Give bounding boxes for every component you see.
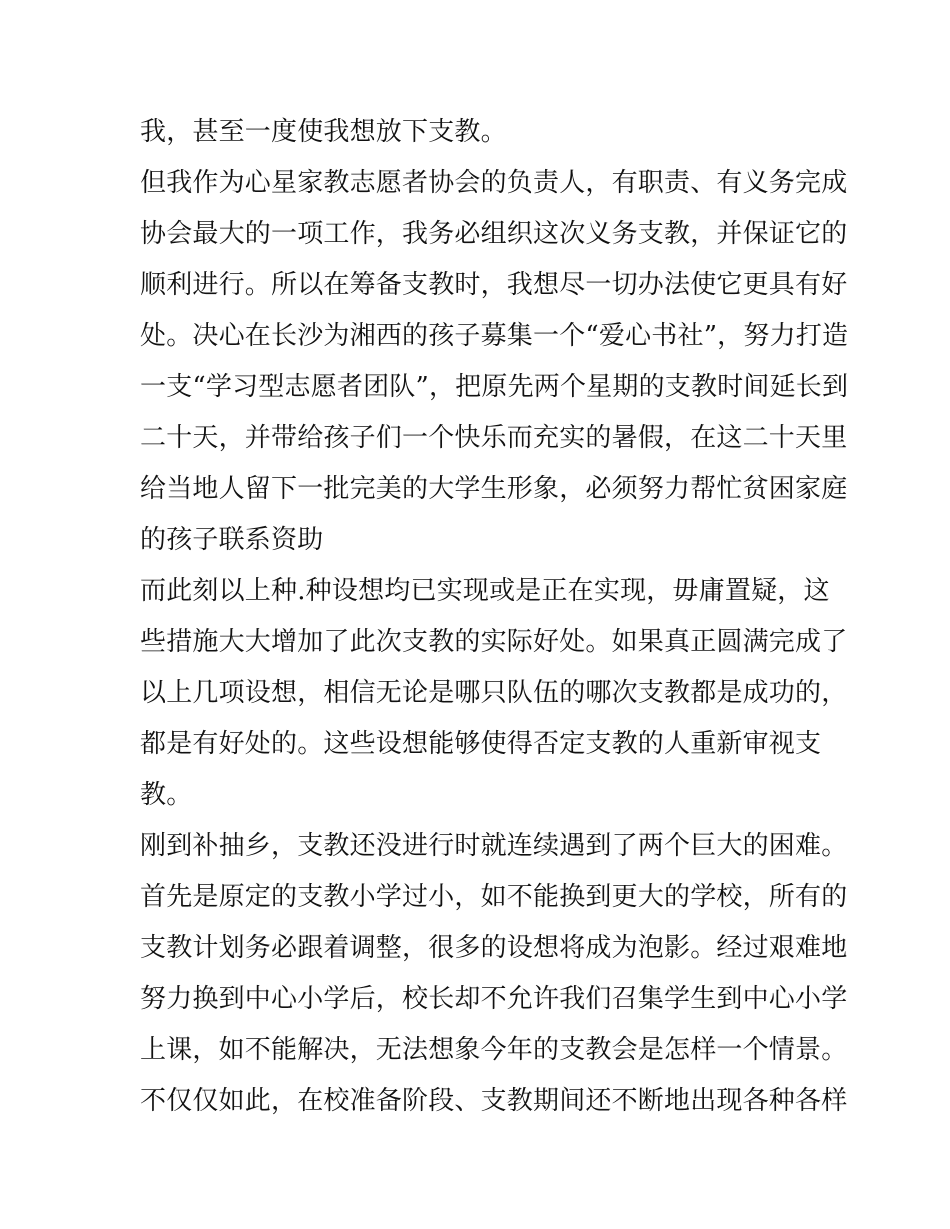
text-line: 处。决心在长沙为湘西的孩子募集一个“爱心书社”，努力打造: [140, 321, 849, 351]
text-line: 顺利进行。所以在筹备支教时，我想尽一切办法使它更具有好: [140, 270, 848, 300]
text-line: 协会最大的一项工作，我务必组织这次义务支教，并保证它的: [140, 219, 848, 249]
text-line: 我，甚至一度使我想放下支教。: [140, 117, 507, 147]
text-line: 给当地人留下一批完美的大学生形象，必须努力帮忙贫困家庭: [140, 474, 848, 504]
text-line: 支教计划务必跟着调整，很多的设想将成为泡影。经过艰难地: [140, 933, 848, 963]
text-line: 刚到补抽乡，支教还没进行时就连续遇到了两个巨大的困难。: [140, 831, 848, 861]
text-line: 些措施大大增加了此次支教的实际好处。如果真正圆满完成了: [140, 627, 848, 657]
text-line: 而此刻以上种.种设想均已实现或是正在实现，毋庸置疑，这: [140, 576, 830, 606]
text-line: 努力换到中心小学后，校长却不允许我们召集学生到中心小学: [140, 984, 848, 1014]
text-line: 不仅仅如此，在校准备阶段、支教期间还不断地出现各种各样: [140, 1086, 848, 1116]
text-line: 以上几项设想，相信无论是哪只队伍的哪次支教都是成功的，: [140, 678, 848, 708]
text-line: 一支“学习型志愿者团队”，把原先两个星期的支教时间延长到: [140, 372, 849, 402]
text-line: 首先是原定的支教小学过小，如不能换到更大的学校，所有的: [140, 882, 848, 912]
text-line: 二十天，并带给孩子们一个快乐而充实的暑假，在这二十天里: [140, 423, 848, 453]
text-line: 教。: [140, 780, 193, 810]
text-line: 都是有好处的。这些设想能够使得否定支教的人重新审视支: [140, 729, 822, 759]
text-line: 上课，如不能解决，无法想象今年的支教会是怎样一个情景。: [140, 1035, 848, 1065]
body-text: [140, 107, 849, 1127]
text-line: 但我作为心星家教志愿者协会的负责人，有职责、有义务完成: [140, 168, 848, 198]
text-line: 的孩子联系资助: [140, 525, 324, 555]
